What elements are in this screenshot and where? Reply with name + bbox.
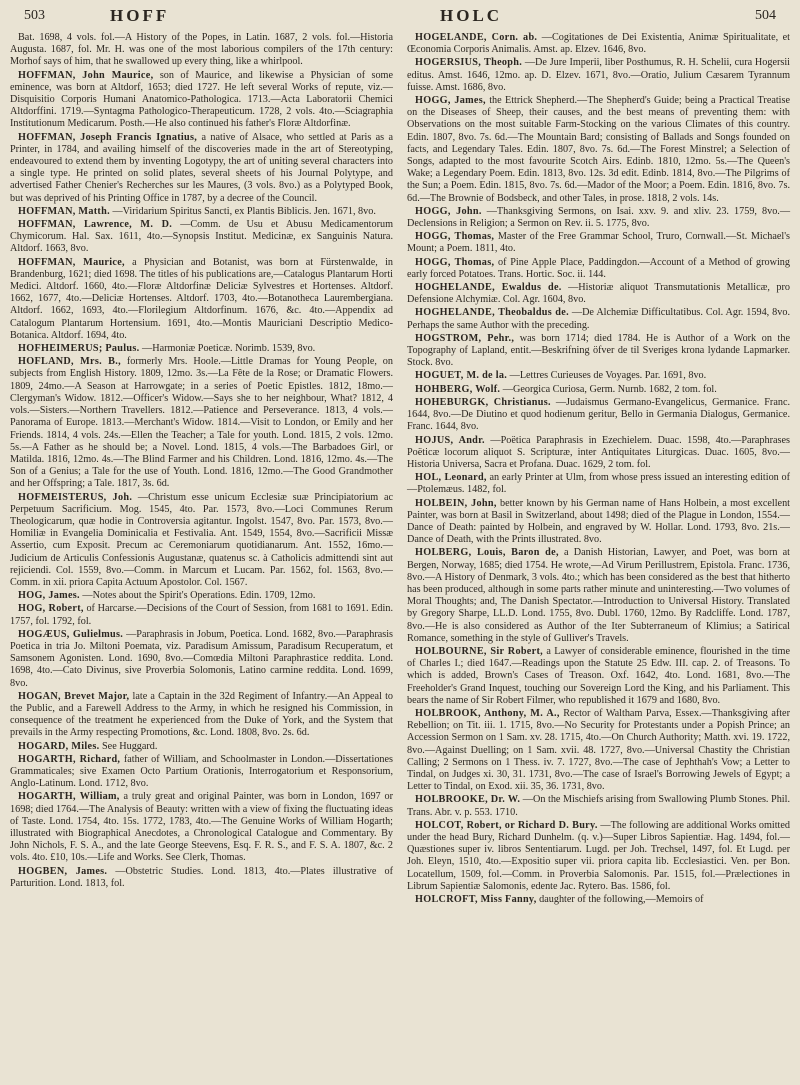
- entry-head: HOGG, Thomas,: [415, 231, 495, 243]
- entry: [407, 708, 790, 793]
- entry-text: —Historiæ aliquot Transmutationis Metallicæ, pro Defensione Alchymiæ. Col. Agr. 1604, 8vo.: [407, 282, 790, 306]
- entry-text: daughter of the following,—Memoirs of: [539, 894, 704, 906]
- entry-text: a native of Alsace, who settled at Paris as a Printer, in 1784, and availing himself of the discoveries made in the art of Stereotyping, endeavoured to extend them by inventing Logotypy, the art of uniting several characters into a single type. He printed on solid plates, several sheets of his Journal Polytype, and advertised Father Chenier's Recherches sur les Maures, (3 vols. 8vo.) as a Polytyped Book, but was deprived of his Printing Office in 1787, by a decree of the Council.: [10, 131, 393, 204]
- left-column: [10, 32, 393, 907]
- right-page-number: 504: [755, 8, 776, 23]
- entry-head: HOGELANDE, Corn. ab.: [415, 32, 538, 43]
- entry: [407, 307, 790, 331]
- entry: [407, 820, 790, 893]
- entry-text: —Lettres Curieuses de Voyages. Par. 1691, 8vo.: [509, 370, 707, 382]
- entry-text: —De Jure Imperii, liber Posthumus, R. H. Schelii, cura Hogersii editus. Amst. 1646, 12mo. ap. D. Elzev. 1671, 8vo.—Oratio, Julium Cæsarem Tyrannum fuisse. Amst. 1686, 8vo.: [407, 57, 791, 93]
- entry: [10, 590, 393, 602]
- entry-text: —Poëtica Paraphrasis in Ezechielem. Duac. 1598, 4to.—Paraphrases Poëticæ locorum aliquot S. Scripturæ, inter Antiquitates Liturgicas. Duac. 1605, 8vo.—Historia Universa, Sacra et Profana. Duac. 1629, 2 tom. fol.: [407, 434, 790, 470]
- entry-text: —Harmoniæ Poeticæ. Norimb. 1539, 8vo.: [142, 343, 316, 355]
- entry-text: —De Alchemiæ Difficultatibus. Col. Agr. 1594, 8vo. Perhaps the same Author with the preceding.: [407, 307, 791, 331]
- entry-head: HOGARTH, William,: [18, 791, 120, 803]
- entry-head: HOGSTROM, Pehr.,: [415, 332, 515, 344]
- entry-text: a Lawyer of considerable eminence, flourished in the time of Charles I.; died 1647.—Readings upon the Statute 25 Edw. III. cap. 2. of Treasons. To which is added, Brown's Cases of Treason. Oxf. 1642, 4to. Lond. 1681, 8vo.—The Freeholder's Grand Inquest, touching our Sovereign Lord the King, and his Parliament. This bears the name of Sir Robert Filmer, who republished it 1679 and 1680, 8vo.: [407, 645, 791, 706]
- entry: [407, 498, 790, 547]
- entry-text: of Pine Apple Place, Paddingdon.—Account of a Method of growing early forced Potatoes. Trans. Hortic. Soc. ii. 144.: [407, 256, 790, 280]
- entry: [407, 32, 790, 56]
- entry: [10, 741, 393, 753]
- entry-text: the Ettrick Shepherd.—The Shepherd's Guide; being a Practical Treatise on the Diseases of Sheep, their causes, and the best means of preventing them: with Observations on the most suitable Farm-Stocking on the various Climates of this country. Edin. 1807, 8vo. 7s. 6d.—The Mountain Bard; consisting of Ballads and Songs founded on facts, and Legendary Tales. Edin. 1807, 8vo. 7s. 6d.—The Forest Minstrel; a Selection of Songs, adapted to the most favourite Scotch Airs. Edinb. 1810, 12mo. 5s.—The Queen's Wake; a Legendary Poem. Edin. 1813, 8vo. 12s. 3d edit. Edinb. 1814, 8vo.—The Pilgrims of the Sun; a Poem. Edin. 1815, 8vo. 7s. 6d.—Mador of the Moor; a Poem. Edin. 1816, 8vo. 7s. 6d.—The Brownie of Bodsbeck, and other Tales, in prose. 1818, 2 vols. 14s.: [407, 95, 791, 204]
- entry-text: —Comm. de Usu et Abusu Medicamentorum Chymicorum. Hal. Sax. 1611, 4to.—Synopsis Institut. Medicinæ, ex Sanguinis Natura. Altdorf. 1663, 8vo.: [10, 219, 393, 255]
- entry-head: HOJUS, Andr.: [415, 434, 485, 446]
- entry-text: a Physician and Botanist, was born at Fürstenwalde, in Brandenburg, 1621; died 1698. The titles of his publications are,—Catalogus Plantarum Horti Medici. Altdorf. 1660, 4to.—Floræ Altdorfinæ Deliciæ Sylvestres et Hortenses. Altdorf. 1662, 1677, 4to.—Deliciæ Hortenses. Altdorf. 1703, 4to.—Botanotheca Laurembergiana. Altdorf. 1662, 1693, 4to.—Florilegium Altdorfinum. 1676, &c. 4to.—Appendix ad Catalogum Plantarum Hortensium. 1691, 4to.—Montis Mauriciani Descriptio Medico-Botanica. Altdorf. 1694, 4to.: [10, 256, 393, 341]
- entry-head: HOFFMAN, John Maurice,: [18, 69, 154, 81]
- entry-head: HOLCROFT, Miss Fanny,: [415, 894, 537, 906]
- entry-head: HOGG, Thomas,: [415, 256, 495, 268]
- entry-head: HOGARTH, Richard,: [18, 753, 121, 765]
- entry-head: HOGUET, M. de la.: [415, 370, 508, 382]
- entry-text: —Judaismus Germano-Evangelicus, Germanice. Franc. 1644, 8vo.—De Diutino et quod hodienum geritur, Bello in Germania Dialogus, Germanice. Franc. 1644, 8vo.: [407, 396, 791, 433]
- entry-text: —The following are additional Works omitted under the head Bury, Richard Dunhelm. (q. v.)—Super Libros Sapientiæ. Hag. 1494, fol.—Quæstiones super iv. libros Sententiarum. Lugd. per Joh. Trechsel, 1497, fol. Et Lugd. per Joh. Eleyn, 1510, 4to.—Expositio super vii. priora capita lib. Ecclesiastici. Ven. per Bon. Locatellum, 1509, fol.—Comm. in Proverbia Salomonis. Par. 1515, fol.—Prælectiones in Librum Sapientiæ Salomonis, edente Jac. Rytero. Bas. 1586, fol.: [407, 819, 790, 892]
- entry-text: Bat. 1698, 4 vols. fol.—A History of the Popes, in Latin. 1687, 2 vols. fol.—Historia Augusta. 1687, fol. Mr. H. was one of the most laborious compilers of the 17th century: Morhof says of him, that he swallowed up every thing, like a whirlpool.: [10, 32, 393, 68]
- entry-head: HOG, James.: [18, 590, 80, 602]
- entry: [10, 70, 393, 131]
- entry-head: HOFFMAN, Joseph Francis Ignatius,: [18, 131, 198, 143]
- entry-text: —Viridarium Spiritus Sancti, ex Plantis Biblicis. Jen. 1671, 8vo.: [112, 205, 376, 217]
- left-page-number: 503: [24, 8, 45, 23]
- entry: [10, 257, 393, 342]
- entry: [10, 492, 393, 590]
- entry: [10, 866, 393, 890]
- entry-head: HOGÆUS, Gulielmus.: [18, 628, 124, 640]
- entry-head: HOFFMAN, Matth.: [18, 205, 110, 217]
- entry: [10, 603, 393, 627]
- entry-text: —Paraphrasis in Jobum, Poetica. Lond. 1682, 8vo.—Paraphrasis Poetica in tria Jo. Miltoni Poemata, viz. Paradisum Amissum, Paradisum Recuperatum, et Samsonem Agonisten. Lond. 1690, 8vo.—Comœdia Miltoni Paraphrastice reddita. Lond. 1698, 4to.—Cato Divinus, sive Proverbia Solomonis, Latino carmine reddita. Lond. 1699, 8vo.: [10, 628, 394, 689]
- entry: [407, 472, 790, 496]
- entry: [10, 691, 393, 740]
- entry: [10, 32, 393, 69]
- entry: [407, 384, 790, 396]
- entry-head: HOLBROOK, Anthony, M. A.,: [415, 707, 560, 719]
- entry-text: —Thanksgiving Sermons, on Isai. xxv. 9. and xliv. 23. 1759, 8vo.—Declensions in Religion; a Sermon on Rev. ii. 5. 1775, 8vo.: [407, 205, 791, 230]
- entry: [407, 282, 790, 306]
- entry-head: HOGBEN, James.: [18, 865, 108, 877]
- entry-head: HOLBERG, Louis, Baron de,: [415, 547, 559, 559]
- entry-text: late a Captain in the 32d Regiment of Infantry.—An Appeal to the Public, and a Farewell Address to the Army, in which he resigned his Commission, in consequence of the treatment he experienced from the Duke of York, and the System that prevails in the Army respecting Promotions, &c. Lond. 1808, 8vo. 2s. 6d.: [10, 690, 394, 739]
- entry-text: son of Maurice, and likewise a Physician of some eminence, was born at Altdorf, 1653; died 1727. He left several Works of repute, viz.—Disquisitio Corporis Humani Anatomico-Pathologica. 1713.—Acta Laboratorii Chemici Altdorffini. 1719.—Syntagma Pathologico-Therapeuticum. 1728, 2 vols. 4to.—Sciagraphia Institutionum Medicarum. Posth.—He also continued his father's Floræ Altdorfinæ.: [10, 69, 393, 130]
- entry-head: HOLBOURNE, Sir Robert,: [415, 645, 543, 657]
- left-running-head: HOFF: [110, 6, 170, 25]
- entry-head: HOGHELANDE, Ewaldus de.: [415, 282, 562, 294]
- right-running-head: HOLC: [440, 6, 503, 25]
- entry: [407, 95, 790, 205]
- entry: [407, 370, 790, 382]
- entry-text: —Notes about the Spirit's Operations. Edin. 1709, 12mo.: [82, 590, 316, 602]
- entry-head: HOGG, James,: [415, 95, 486, 107]
- entry-text: a Danish Historian, Lawyer, and Poet, was born at Bergen, Norway, 1685; died 1754. He wrote,—Ad Virum Perillustrem, Epistola. Franc. 1736, 8vo.—A History of Denmark, 3 vols. 4to.; which has been considered as the best that hitherto has been produced, although in some parts rather minute and uninteresting.—Two volumes of Moral Thoughts; and, The Danish Spectator.—Introduction to Universal History. Translated by Gregory Sharpe, LL.D. Lond. 1755, 8vo. Dubl. 1760, 12mo. By Radcliffe. Lond. 1787, 8vo.—He is also considered as Author of the Iter Subterraneum of Klimius; a Satirical Romance, something in the style of Gulliver's Travels.: [407, 547, 790, 644]
- entry: [10, 219, 393, 256]
- entry-head: HOHEBURGK, Christianus.: [415, 396, 551, 408]
- entry-head: HOFMEISTERUS, Joh.: [18, 491, 133, 503]
- entry-head: HOHBERG, Wolf.: [415, 383, 501, 395]
- entry: [10, 356, 393, 490]
- entry: [407, 333, 790, 370]
- entry-head: HOGARD, Miles.: [18, 740, 100, 752]
- entry-head: HOLCOT, Robert, or Richard D. Bury.: [415, 819, 598, 831]
- entry-head: HOL, Leonard,: [415, 472, 487, 484]
- entry-text: Rector of Waltham Parva, Essex.—Thanksgiving after Rebellion; on Tit. iii. 1. 1715, 8vo.—No Security for Protestants under a Popish Prince; an Accession Sermon on 1 Sam. xv. 28. 1715, 4to.—On Church Authority; Matth. xvi. 19. 1722, 8vo.—Against Duelling; on 1 Sam. xvii. 48. 1727, 8vo.—Universal Chastity the Christian Calling; 2 Sermons on 1 Thess. iv. 7. 1727, 8vo.—The case of Jephthah's Vow; a Letter to Tindal, on Judges xi. 30, 31. 1731, 8vo.—The case of Israel's Borrowing Jewels of Egypt; a Letter to Tindal, on Exod. xii. 35, 36. 1731, 8vo.: [407, 707, 790, 793]
- entry-text: Master of the Free Grammar School, Truro, Cornwall.—St. Michael's Mount; a Poem. 1811, 4to.: [407, 231, 791, 255]
- entry-head: HOGERSIUS, Theoph.: [415, 57, 523, 69]
- entry-text: —On the Mischiefs arising from Swallowing Plumb Stones. Phil. Trans. Abr. v. p. 553. 1710.: [407, 794, 790, 818]
- entry-head: HOGG, John.: [415, 205, 482, 217]
- entry-head: HOFFMAN, Lawrence, M. D.: [18, 219, 173, 231]
- entry-head: HOLBEIN, John,: [415, 497, 497, 509]
- entry: [407, 547, 790, 645]
- entry: [407, 646, 790, 707]
- entry-text: father of William, and Schoolmaster in London.—Dissertationes Grammaticales; sive Examen Octo Partium Orationis, Interrogatorium et Responsorium, Anglo-Latinum. Lond. 1712, 8vo.: [10, 753, 393, 790]
- entry-text: See Huggard.: [102, 740, 158, 752]
- entry: [407, 894, 790, 906]
- entry-head: HOFLAND, Mrs. B.,: [18, 356, 121, 368]
- entry: [407, 435, 790, 472]
- entry-text: formerly Mrs. Hoole.—Little Dramas for Young People, on subjects from English History. 1809, 12mo. 3s.—La Fête de la Rose; or Dramatic Flowers. 1809, 24mo.—A Season at Harrowgate; in a series of Poetic Epistles. 1812, 18mo.—Clergyman's Widow. 1812.—Officer's Widow.—Says she to her neighbour, What? 1812, 4 vols.—Sisters.—Northern Travellers. 1812.—Patience and Perseverance. 1813, 4 vols.—Panorama of Europe. 1813.—Merchant's Widow. 1814.—Visit to London, or Emily and her Friends. 1814, 4 vols. 24s.—Ellen the Teacher; a Tale for youth. Lond. 1815, 2 vols. 12mo. 5s.—A Father as he should be; a Novel. Lond. 1815, 4 vols.—The Barbadoes Girl, or Matilda. 1816, 12mo. 4s.—The Blind Farmer and his Children. Lond. 1816, 12mo. 4s.—The Son of a Genius; a Tale for the use of Youth. Lond. 1816, 12mo.—The Good Grandmother and her Offspring; a Tale. 1817, 3s. 6d.: [10, 356, 393, 490]
- entry: [10, 206, 393, 218]
- entry: [407, 231, 790, 255]
- entry: [10, 629, 393, 690]
- columns: [10, 32, 790, 907]
- entry-text: was born 1714; died 1784. He is Author of a Work on the Topography of Lapland, entit.—Beskrifning öfver de til Sveriges krona lydande Lapmarker. Stock. 8vo.: [407, 332, 790, 369]
- entry-text: —Christum esse unicum Ecclesiæ suæ Principiatorium ac Perpetuum Sacrificium. Mog. 1545, 4to. Par. 1573, 8vo.—Loci Communes Rerum Theologicarum, quæ hodie in Controversia agitantur. Ingolst. 1547, 8vo. Par. 1573, 8vo.—Homiliæ in Evangelia Dominicalia et Festivalia. Ant. 1549, 1554, 8vo.—Sacrificii Missæ Assertio, cum Exposit. Precum ac Ceremoniarum quotidianarum. Ant. 1552, 16mo.—Judicium de Articulis Confessionis Augustanæ, quatenus sc. à Catholicis admittendi sint aut rejiciendi. Col. 1559, 8vo.—Comm. in Marcum et Lucam. Par. 1562, fol. 1563, 8vo.—Comm. in xii. priora Capita Actuum Apostolor. Col. 1567.: [10, 491, 393, 588]
- entry-text: —Cogitationes de Dei Existentia, Animæ Spiritualitate, et Œconomia Corporis Animalis. Amst. ap. Elzev. 1646, 8vo.: [407, 32, 790, 56]
- entry: [10, 791, 393, 864]
- entry-text: better known by his German name of Hans Holbein, a most excellent Painter, was born at Basil in Switzerland, about 1498; died of the Plague in London, 1554.—Dance of Death: painted by Holbein, and engraved by W. Hollar. Lond. 1793, 8vo. 21s.—Dance of Death, with the Prints illustrated. 8vo.: [407, 497, 790, 546]
- entry: [10, 343, 393, 355]
- entry-head: HOFHEIMERUS; Paulus.: [18, 343, 140, 355]
- entry-head: HOG, Robert,: [18, 603, 84, 615]
- entry: [10, 754, 393, 791]
- entry-text: —Georgica Curiosa, Germ. Nurnb. 1682, 2 tom. fol.: [502, 383, 717, 395]
- entry: [407, 794, 790, 818]
- entry-head: HOLBROOKE, Dr. W.: [415, 794, 521, 806]
- page-header: [10, 6, 790, 32]
- entry-text: —Obstetric Studies. Lond. 1813, 4to.—Plates illustrative of Parturition. Lond. 1813, fol.: [10, 865, 393, 889]
- entry: [10, 132, 393, 205]
- entry: [407, 57, 790, 94]
- entry: [407, 397, 790, 434]
- entry-text: an early Printer at Ulm, from whose press issued an interesting edition of—Ptolemæus. 1482, fol.: [407, 472, 791, 496]
- entry: [407, 257, 790, 281]
- entry-text: of Harcarse.—Decisions of the Court of Session, from 1681 to 1691. Edin. 1757, fol. 1792, fol.: [10, 603, 393, 627]
- entry-head: HOGHELANDE, Theobaldus de.: [415, 307, 569, 319]
- entry-head: HOFFMAN, Maurice,: [18, 256, 125, 268]
- entry-text: a truly great and original Painter, was born in London, 1697 or 1698; died 1764.—The Analysis of Beauty: written with a view of fixing the fluctuating ideas of Taste. Lond. 1754, 4to. 15s. 1772, 1783, 4to.—The Genuine Works of William Hogarth; illustrated with Biographical Anecdotes, a Chronological Catalogue and Commentary. By John Nichols, F. S. A., and the late George Steevens, Esq. F. R. S., and F. S. A. 1807, &c. 2 vols. 4to. £10, 10s.—Life and Works. See Clerk, Thomas.: [10, 791, 393, 864]
- entry: [407, 206, 790, 230]
- right-column: [407, 32, 790, 907]
- entry-head: HOGAN, Brevet Major,: [18, 690, 130, 702]
